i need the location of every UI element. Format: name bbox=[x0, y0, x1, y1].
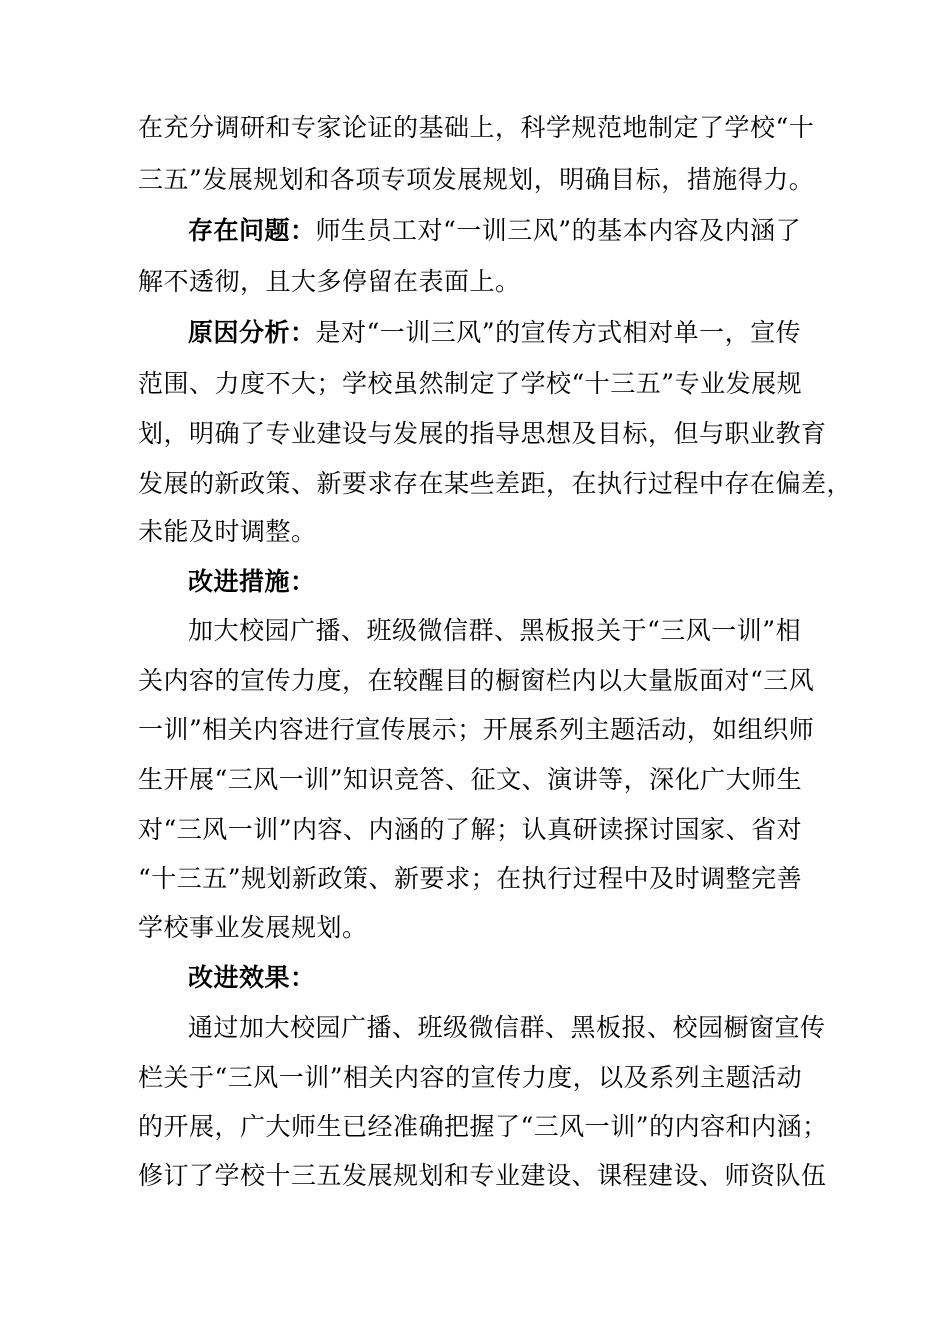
analysis-text: 是对“一训三风”的宣传方式相对单一，宣传 bbox=[315, 318, 802, 347]
analysis-paragraph bbox=[188, 317, 801, 349]
paragraph-line: 通过加大校园广播、班级微信群、黑板报、校园橱窗宣传 bbox=[188, 1013, 826, 1042]
paragraph-line: 未能及时调整。 bbox=[138, 517, 317, 546]
measures-heading: 改进措施： bbox=[188, 567, 316, 596]
paragraph-line: 解不透彻，且大多停留在表面上。 bbox=[138, 267, 521, 296]
paragraph-line: “十三五”规划新政策、新要求；在执行过程中及时调整完善 bbox=[138, 864, 803, 893]
paragraph-line: 生开展“三风一训”知识竞答、征文、演讲等，深化广大师生 bbox=[138, 765, 803, 794]
paragraph-line: 栏关于“三风一训”相关内容的宣传力度，以及系列主题活动 bbox=[138, 1063, 803, 1092]
paragraph-line: 发展的新政策、新要求存在某些差距，在执行过程中存在偏差， bbox=[138, 469, 853, 498]
paragraph-line: 的开展，广大师生已经准确把握了“三风一训”的内容和内涵； bbox=[138, 1112, 828, 1141]
problem-paragraph bbox=[188, 215, 801, 247]
paragraph-line: 加大校园广播、班级微信群、黑板报关于“三风一训”相 bbox=[188, 616, 802, 645]
paragraph-line: 关内容的宣传力度，在较醒目的橱窗栏内以大量版面对“三风 bbox=[138, 666, 815, 695]
analysis-label: 原因分析： bbox=[188, 318, 316, 347]
paragraph-line: 一训”相关内容进行宣传展示；开展系列主题活动，如组织师 bbox=[138, 715, 815, 744]
paragraph-line: 划，明确了专业建设与发展的指导思想及目标，但与职业教育 bbox=[138, 419, 827, 448]
paragraph-line: 三五”发展规划和各项专项发展规划，明确目标，措施得力。 bbox=[138, 165, 815, 194]
problem-label: 存在问题： bbox=[188, 216, 316, 245]
paragraph-line: 范围、力度不大；学校虽然制定了学校“十三五”专业发展规 bbox=[138, 369, 803, 398]
paragraph-line: 在充分调研和专家论证的基础上，科学规范地制定了学校“十 bbox=[138, 113, 815, 142]
paragraph-line: 修订了学校十三五发展规划和专业建设、课程建设、师资队伍 bbox=[138, 1161, 827, 1190]
paragraph-line: 对“三风一训”内容、内涵的了解；认真研读探讨国家、省对 bbox=[138, 815, 803, 844]
problem-text: 师生员工对“一训三风”的基本内容及内涵了 bbox=[315, 216, 802, 245]
effects-heading: 改进效果： bbox=[188, 963, 316, 992]
paragraph-line: 学校事业发展规划。 bbox=[138, 913, 368, 942]
